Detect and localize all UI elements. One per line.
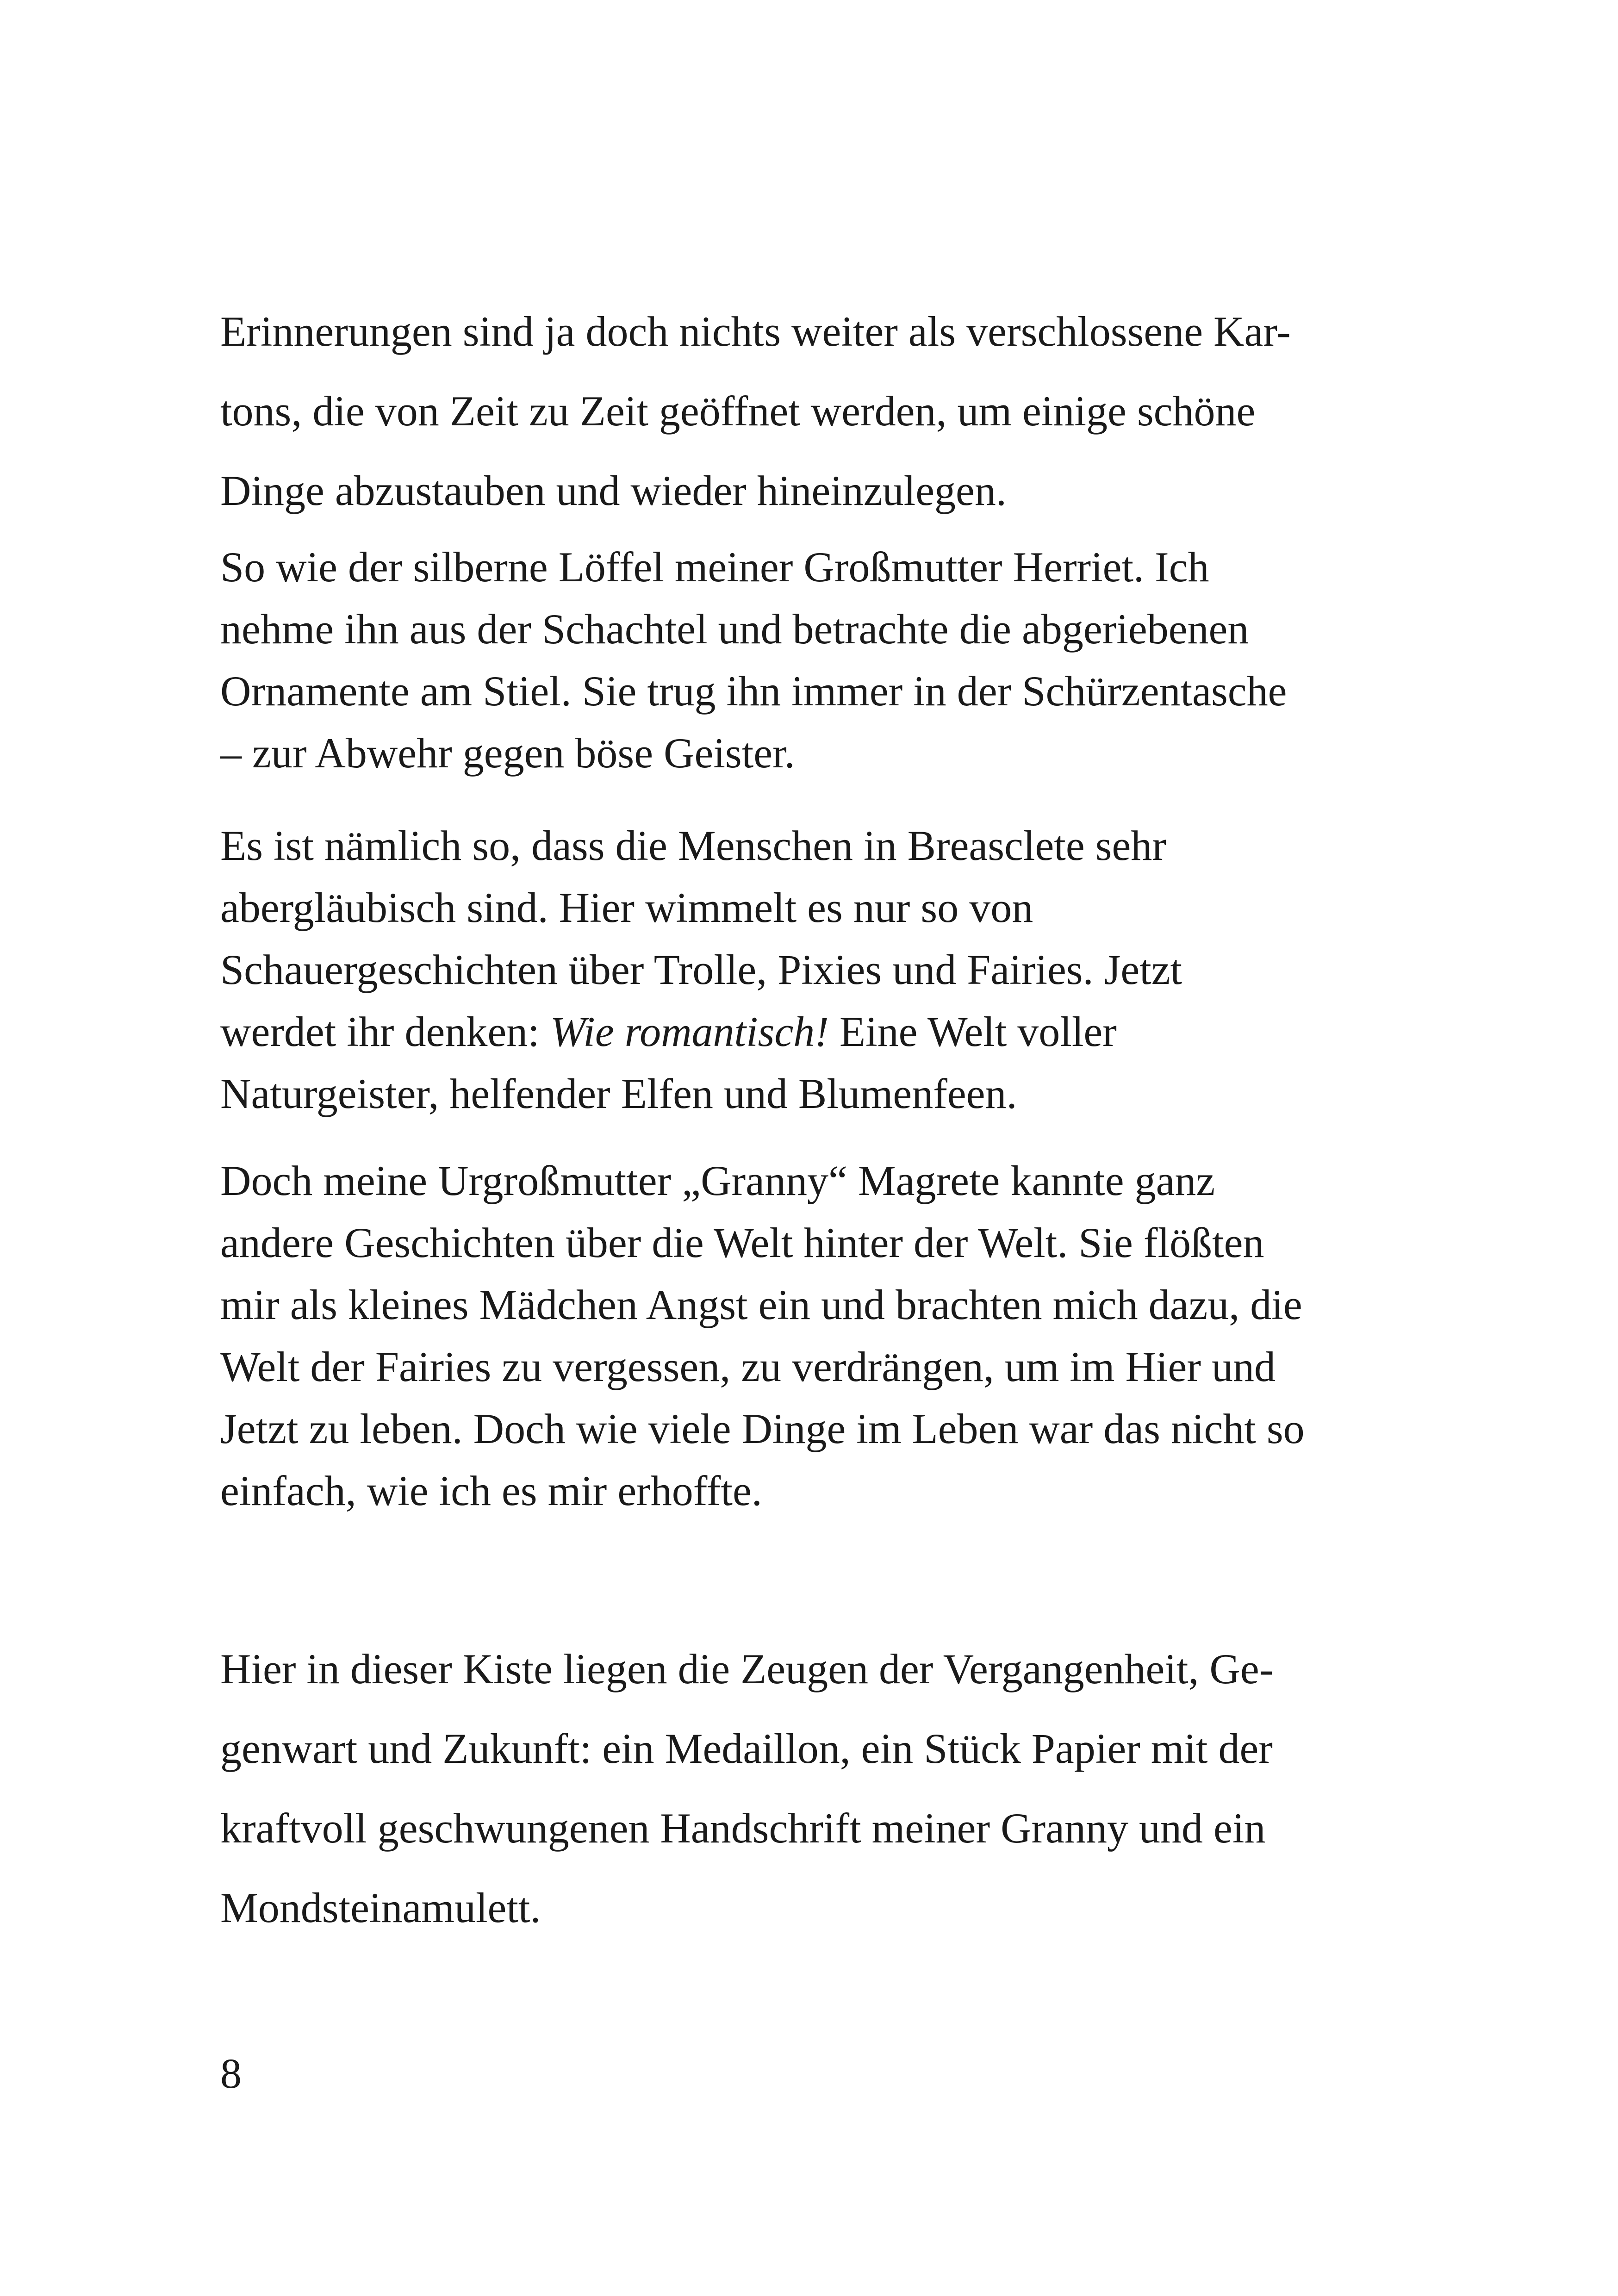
- text-line: So wie der silberne Löffel meiner Großmutter Herriet. Ich: [220, 543, 1209, 591]
- text-line: Naturgeister, helfender Elfen und Blumenfeen.: [220, 1070, 1017, 1117]
- text-line: mir als kleines Mädchen Angst ein und brachten mich dazu, die: [220, 1281, 1302, 1328]
- text-line: – zur Abwehr gegen böse Geister.: [220, 729, 795, 777]
- text-line: einfach, wie ich es mir erhoffte.: [220, 1467, 762, 1514]
- paragraph-4: [220, 1150, 1461, 1522]
- text-line: Erinnerungen sind ja doch nichts weiter als verschlossene Kar-: [220, 308, 1291, 355]
- text-run: werdet ihr denken:: [220, 1008, 550, 1055]
- text-line: Schauergeschichten über Trolle, Pixies und Fairies. Jetzt: [220, 946, 1182, 993]
- text-run: Eine Welt voller: [828, 1008, 1117, 1055]
- text-line: Doch meine Urgroßmutter „Granny“ Magrete kannte ganz: [220, 1157, 1215, 1204]
- text-line: Ornamente am Stiel. Sie trug ihn immer in der Schürzentasche: [220, 667, 1287, 715]
- paragraph-2: [220, 536, 1461, 784]
- text-line: Jetzt zu leben. Doch wie viele Dinge im Leben war das nicht so: [220, 1405, 1305, 1452]
- italic-emphasis: Wie romantisch!: [550, 1008, 829, 1055]
- text-line: nehme ihn aus der Schachtel und betrachte die abgeriebenen: [220, 605, 1249, 653]
- text-line: Hier in dieser Kiste liegen die Zeugen der Vergangenheit, Ge-: [220, 1645, 1274, 1692]
- text-line: genwart und Zukunft: ein Medaillon, ein Stück Papier mit der: [220, 1725, 1273, 1772]
- paragraph-1: [220, 292, 1461, 530]
- text-line: Mondsteinamulett.: [220, 1884, 541, 1931]
- page-number: 8: [220, 2050, 242, 2097]
- text-line: Es ist nämlich so, dass die Menschen in Breasclete sehr: [220, 822, 1166, 869]
- text-line: Welt der Fairies zu vergessen, zu verdrängen, um im Hier und: [220, 1343, 1276, 1390]
- text-line: kraftvoll geschwungenen Handschrift meiner Granny und ein: [220, 1804, 1266, 1852]
- text-line-with-emphasis: [220, 1001, 1461, 1063]
- text-line: Dinge abzustauben und wieder hineinzulegen.: [220, 467, 1007, 514]
- text-line: andere Geschichten über die Welt hinter der Welt. Sie flößten: [220, 1219, 1264, 1266]
- paragraph-3: [220, 815, 1461, 1125]
- paragraph-5: [220, 1629, 1461, 1948]
- text-line: abergläubisch sind. Hier wimmelt es nur so von: [220, 884, 1033, 931]
- text-line: tons, die von Zeit zu Zeit geöffnet werden, um einige schöne: [220, 387, 1256, 435]
